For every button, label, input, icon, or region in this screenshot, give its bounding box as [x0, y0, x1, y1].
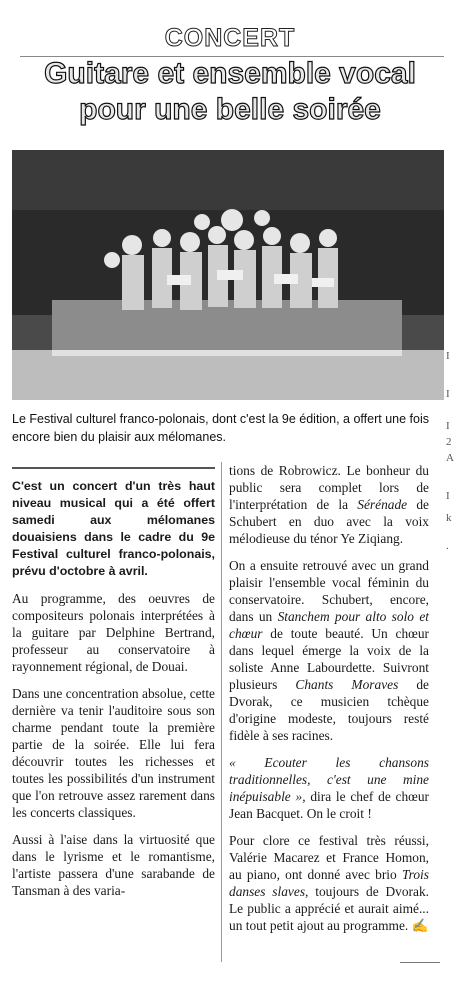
column-top-rule — [12, 467, 215, 469]
text-run: de toute beauté. Un chœur dans lequel émerge la voix de la soliste Anne Labourdette. Suivront plusieurs — [229, 626, 429, 692]
headline-line-2: pour une belle soirée — [79, 93, 381, 126]
text-run: de Dvorak, ce musicien tchèque d'origine modeste, toujours resté fidèle à ses racines. — [229, 677, 429, 743]
margin-mark: k — [446, 512, 452, 524]
margin-mark: I — [446, 350, 450, 362]
article-column-right — [229, 462, 429, 944]
body-paragraph: Au programme, des oeuvres de compositeurs polonais interprétées à la guitare par Delphine Bertrand, professeur au conservatoire à rayonnement régional, de Douai. — [12, 591, 215, 674]
margin-mark: 2 — [446, 436, 452, 448]
body-paragraph: Aussi à l'aise dans la virtuosité que dans le lyrisme et le romantisme, l'artiste passera d'une sarabande de Tansman à des varia- — [12, 832, 215, 898]
margin-mark: A — [446, 452, 454, 464]
quote: « Ecouter les chansons traditionnelles, c'est une mine inépuisable » — [229, 755, 429, 804]
work-title: Stanchem pour alto solo et chœur — [229, 609, 429, 641]
lead-paragraph: C'est un concert d'un très haut niveau musical qui a été offert samedi aux mélomanes douaisiens dans le cadre du 9e Festival culturel franco-polonais, prévu d'octobre à avril. — [12, 479, 215, 578]
concert-stage-photo-icon — [12, 150, 444, 400]
margin-mark: I — [446, 420, 450, 432]
work-title: Sérénade — [357, 497, 408, 512]
work-title: Chants Moraves — [295, 677, 399, 692]
text-run: On a ensuite retrouvé avec un grand plaisir l'ensemble vocal féminin du conservatoire. Schubert, encore, dans un — [229, 558, 429, 624]
concert-photo — [12, 150, 444, 400]
text-run: , dira le chef de chœur Jean Bacquet. On le croit ! — [229, 789, 429, 821]
margin-mark: I — [446, 490, 450, 502]
body-paragraph — [229, 832, 429, 934]
column-divider — [221, 462, 222, 962]
body-paragraph — [229, 557, 429, 744]
body-paragraph: Dans une concentration absolue, cette dernière va tenir l'auditoire sous son charme pendant toute la première partie de la soirée. Elle lui fera découvrir toutes les richesses et toutes les possibilités d'un instrument que l'on retrouve assez rarement dans les concerts classiques. — [12, 686, 215, 820]
text-run: Pour clore ce festival très réussi, Valérie Macarez et France Homon, au piano, ont donné avec brio — [229, 833, 429, 882]
photo-caption: Le Festival culturel franco-polonais, dont c'est la 9e édition, a offert une fois encore bien du plaisir aux mélomanes. — [12, 412, 429, 444]
section-rubric: CONCERT — [164, 24, 296, 52]
margin-mark: . — [446, 540, 449, 552]
text-run: , toujours de Dvorak. Le public a apprécié et aurait aimé... un tout petit ajout au programme. ✍ — [229, 884, 429, 933]
article-column-left — [12, 478, 215, 909]
headline-line-1: Guitare et ensemble vocal — [44, 57, 416, 90]
work-title: Trois danses slaves — [229, 867, 429, 899]
body-paragraph — [229, 462, 429, 547]
text-run: tions de Robrowicz. Le bonheur du public sera complet lors de l'interprétation de la — [229, 463, 429, 512]
quote-paragraph — [229, 754, 429, 822]
margin-mark: I — [446, 388, 450, 400]
text-run: de Schubert en duo avec la voix mélodieuse du ténor Ye Ziqiang. — [229, 497, 429, 546]
article-headline — [0, 56, 460, 128]
article-end-rule — [400, 962, 440, 963]
